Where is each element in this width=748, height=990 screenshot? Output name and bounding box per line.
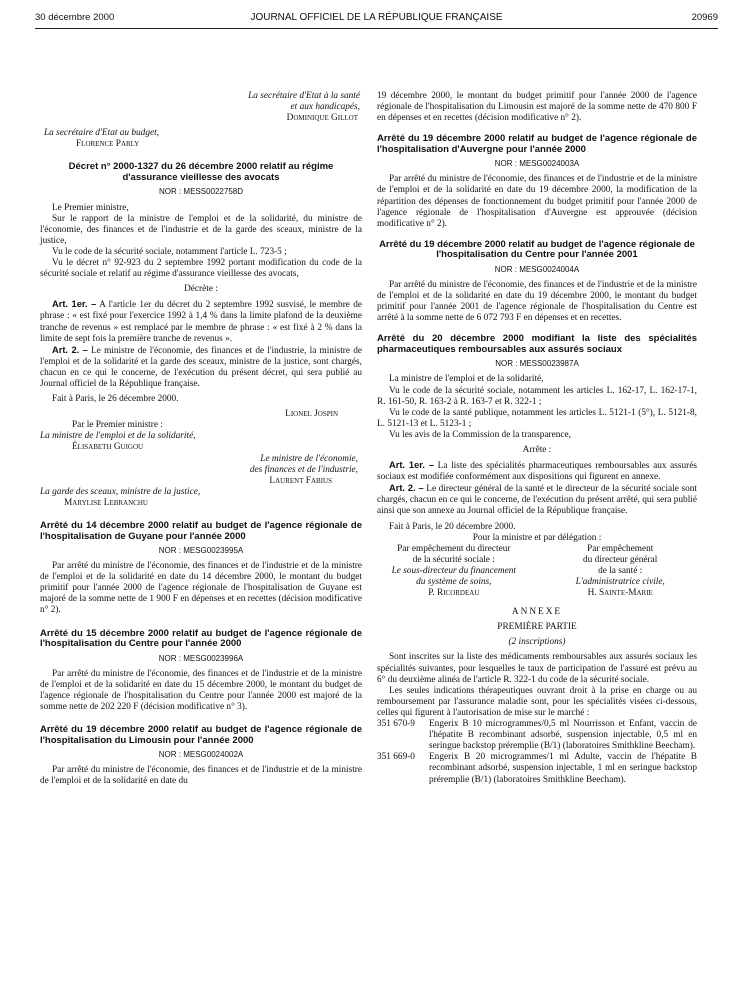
article-1	[377, 460, 697, 483]
paragraph: Par arrêté du ministre de l'économie, des finances et de l'industrie et de la ministre de l'emploi et de la solidarité en date du	[40, 765, 362, 787]
article-2	[40, 345, 362, 390]
signatory-title: La secrétaire d'Etat à la santé	[248, 91, 360, 101]
nor-reference: NOR : MESG0024004A	[494, 264, 580, 274]
page-header	[35, 12, 718, 29]
nor-reference: NOR : MESG0024002A	[158, 750, 244, 760]
arrete-title: Arrêté du 15 décembre 2000 relatif au budget de l'agence régionale de l'hospitalisation du Centre pour l'année 2000	[40, 627, 362, 650]
fait-line: Fait à Paris, le 20 décembre 2000.	[389, 521, 516, 532]
signatory-title: La garde des sceaux, ministre de la justice,	[40, 486, 201, 497]
item-description: Engerix B 20 microgrammes/1 ml Adulte, vaccin de l'hépatite B recombinant adsorbé, suspension injectable, 1 ml en seringue backstop préremplie (B/1) (laboratoires Smithkline Beecham).	[429, 752, 697, 785]
article-label: Art. 1er. –	[52, 299, 97, 310]
paragraph: Les seules indications thérapeutiques ouvrant droit à la prise en charge ou au remboursement par l'assurance maladie sont, pour les spécialités visées ci-dessous, celles qui figurent à l'autorisation de mise sur le marché :	[377, 685, 697, 718]
signatory-line: Par empêchement du directeur	[397, 543, 511, 554]
signatory-name: Dominique Gillot	[286, 113, 358, 124]
header-journal-title: JOURNAL OFFICIEL DE LA RÉPUBLIQUE FRANÇAISE	[250, 12, 503, 23]
article-text: Le ministre de l'économie, des finances et de l'industrie, la ministre de l'emploi et de la solidarité et la garde des sceaux, ministre de la justice, sont chargés, chacun en ce qui le concerne, de l'exécution du présent décret, qui sera publié au Journal officiel de la République française.	[40, 345, 362, 389]
fait-line: Fait à Paris, le 26 décembre 2000.	[52, 394, 179, 405]
signatory-title: du système de soins,	[416, 577, 492, 587]
paragraph: Par arrêté du ministre de l'économie, des finances et de l'industrie et de la ministre de l'emploi et de la solidarité en date du 14 décembre 2000, le montant du budget primitif pour l'année 2000 de l'agence régionale de l'hospitalisation de Guyane est majoré de la somme nette de 1 900 F en dépenses et en recettes (décision modificative n° 2).	[40, 561, 362, 616]
signatory-line: de la santé :	[598, 565, 643, 576]
article-label: Art. 2. –	[52, 344, 88, 355]
paragraph: Vu le code de la sécurité sociale, notamment les articles L. 162-17, L. 162-17-1, R. 161-50, R. 163-2 à R. 163-7 et R. 322-1 ;	[377, 385, 697, 407]
signatory-title: des finances et de l'industrie,	[249, 464, 358, 475]
right-column	[377, 91, 697, 786]
signatures-block	[377, 544, 697, 599]
signatory-name: P. Ricordeau	[428, 588, 480, 599]
decrete-label: Décrète :	[184, 284, 218, 295]
item-code: 351 669-0	[377, 752, 415, 763]
paragraph: Par arrêté du ministre de l'économie, des finances et de l'industrie et de la ministre de l'emploi et de la solidarité en date du 15 décembre 2000, le montant du budget de l'agence régionale de l'hospitalisation du Centre pour l'année 2000 est majoré de la somme nette de 202 220 F (décision modificative n° 3).	[40, 668, 362, 712]
paragraph: 19 décembre 2000, le montant du budget primitif pour l'année 2000 de l'agence régionale de l'hospitalisation du Limousin est majoré de la somme nette de 470 800 F en dépenses et en recettes (décision modificative n° 2).	[377, 91, 697, 124]
paragraph: Sont inscrites sur la liste des médicaments remboursables aux assurés sociaux les spécialités suivantes, pour lesquelles le taux de participation de l'assuré est prévu au 6° du deuxième alinéa de l'article R. 322-1 du code de la sécurité sociale.	[377, 652, 697, 685]
signatory-line: du directeur général	[583, 554, 658, 565]
header-date: 30 décembre 2000	[35, 12, 115, 23]
paragraph: Sur le rapport de la ministre de l'emploi et de la solidarité, du ministre de l'économie, des finances et de l'industrie et de la garde des sceaux, ministre de la justice,	[40, 213, 362, 246]
signatory-name: Marylise Lebranchu	[64, 497, 148, 508]
paragraph: Vu le code de la sécurité sociale, notamment l'article L. 723-5 ;	[52, 246, 287, 257]
signatory-title: Le ministre de l'économie,	[260, 453, 358, 464]
annex-count: (2 inscriptions)	[508, 637, 566, 648]
arrete-title: Arrêté du 14 décembre 2000 relatif au budget de l'agence régionale de l'hospitalisation de Guyane pour l'année 2000	[40, 520, 362, 542]
signature-left	[377, 544, 531, 599]
annex-part: PREMIÈRE PARTIE	[497, 622, 577, 633]
signatory-line: Par empêchement	[587, 543, 654, 554]
nor-reference: NOR : MESG0023995A	[158, 546, 244, 555]
list-item	[377, 752, 697, 785]
item-code: 351 670-9	[377, 719, 415, 730]
decree-title: Décret n° 2000-1327 du 26 décembre 2000 relatif au régime d'assurance vieillesse des avocats	[68, 161, 334, 183]
nor-reference: NOR : MESG0023996A	[158, 653, 244, 663]
paragraph: Par arrêté du ministre de l'économie, des finances et de l'industrie et de la ministre de l'emploi et de la solidarité en date du 19 décembre 2000, la modification de la répartition des dépenses de fonctionnement du budget primitif pour l'année 2000 de l'agence régionale de l'hospitalisation d'Auvergne est approuvée (décision modificative n° 2).	[377, 174, 697, 229]
article-text: Le directeur général de la santé et le directeur de la sécurité sociale sont chargés, chacun en ce qui le concerne, de l'exécution du présent arrêté, qui sera publié ainsi que son annexe au Journal officiel de la République française.	[377, 484, 697, 517]
paragraph: Vu le code de la santé publique, notamment les articles L. 5121-1 (5°), L. 5121-8, L. 5121-13 et L. 5123-1 ;	[377, 407, 697, 429]
list-item	[377, 719, 697, 752]
article-label: Art. 1er. –	[389, 460, 434, 471]
article-label: Art. 2. –	[389, 483, 424, 494]
paragraph: Vu le décret n° 92-923 du 2 septembre 1992 portant modification du code de la sécurité sociale et relatif au régime d'assurance vieillesse des avocats,	[40, 258, 362, 280]
arrete-title: Arrêté du 20 décembre 2000 modifiant la liste des spécialités pharmaceutiques remboursables aux assurés sociaux	[377, 333, 697, 355]
signatory-line: de la sécurité sociale :	[412, 554, 495, 565]
nor-reference: NOR : MESG0024003A	[494, 159, 580, 169]
signatory-intro: Par le Premier ministre :	[72, 420, 163, 431]
paragraph: Vu les avis de la Commission de la transparence,	[389, 429, 571, 440]
paragraph: La ministre de l'emploi et de la solidarité,	[389, 374, 544, 385]
signatory-title: La ministre de l'emploi et de la solidarité,	[40, 431, 196, 442]
paragraph: Le Premier ministre,	[52, 202, 129, 213]
item-description: Engerix B 10 microgrammes/0,5 ml Nourrisson et Enfant, vaccin de l'hépatite B recombinant adsorbé, suspension injectable, 0,5 ml en seringue backstop préremplie (B/1) (laboratoires Smithkline Beecham).	[429, 719, 697, 752]
article-1	[40, 299, 362, 344]
nor-reference: NOR : MESS0023987A	[495, 359, 579, 369]
article-2	[377, 483, 697, 517]
paragraph: Par arrêté du ministre de l'économie, des finances et de l'industrie et de la ministre de l'emploi et de la solidarité en date du 19 décembre 2000, le montant du budget primitif pour l'année 2001 de l'agence régionale de l'hospitalisation du Centre est arrêté à la somme nette de 6 072 793 F en dépenses et en recettes.	[377, 279, 697, 324]
signatory-title: Le sous-directeur du financement	[391, 565, 516, 576]
nor-reference: NOR : MESS0022758D	[158, 187, 244, 197]
arrete-label: Arrête :	[522, 444, 552, 455]
signatory-name: H. Sainte-Marie	[587, 588, 653, 599]
signatory-title: La secrétaire d'Etat au budget,	[44, 128, 159, 139]
signatory-name: Laurent Fabius	[269, 475, 332, 486]
arrete-title: Arrêté du 19 décembre 2000 relatif au budget de l'agence régionale de l'hospitalisation du Centre pour l'année 2001	[379, 238, 695, 261]
arrete-title: Arrêté du 19 décembre 2000 relatif au budget de l'agence régionale de l'hospitalisation d'Auvergne pour l'année 2000	[377, 133, 697, 155]
signatory-title: et aux handicapés,	[290, 102, 360, 113]
signatory-name: Florence Parly	[76, 139, 140, 150]
signature-right	[543, 544, 697, 599]
article-text: La liste des spécialités pharmaceutiques remboursables aux assurés sociaux est modifiée conformément aux dispositions qui figurent en annexe.	[377, 461, 697, 483]
header-page-number: 20969	[691, 12, 718, 23]
signatory-name: Lionel Jospin	[285, 409, 338, 420]
article-text: A l'article 1er du décret du 2 septembre 1992 susvisé, le membre de phrase : « est fixé pour l'exercice 1992 à 1,4 % dans la limite plafond de la deuxième tranche de revenus » est remplacé par le membre de phrase : « est fixé à 2 % dans la limite de sept fois la première tranche de revenus ».	[40, 300, 362, 344]
annex-heading: ANNEXE	[511, 607, 563, 618]
arrete-title: Arrêté du 19 décembre 2000 relatif au budget de l'agence régionale de l'hospitalisation du Limousin pour l'année 2000	[40, 724, 362, 746]
delegation-line: Pour la ministre et par délégation :	[472, 532, 602, 543]
left-column	[40, 91, 362, 787]
signatory-title: L'administratrice civile,	[575, 577, 665, 587]
signatory-name: Élisabeth Guigou	[72, 442, 144, 453]
